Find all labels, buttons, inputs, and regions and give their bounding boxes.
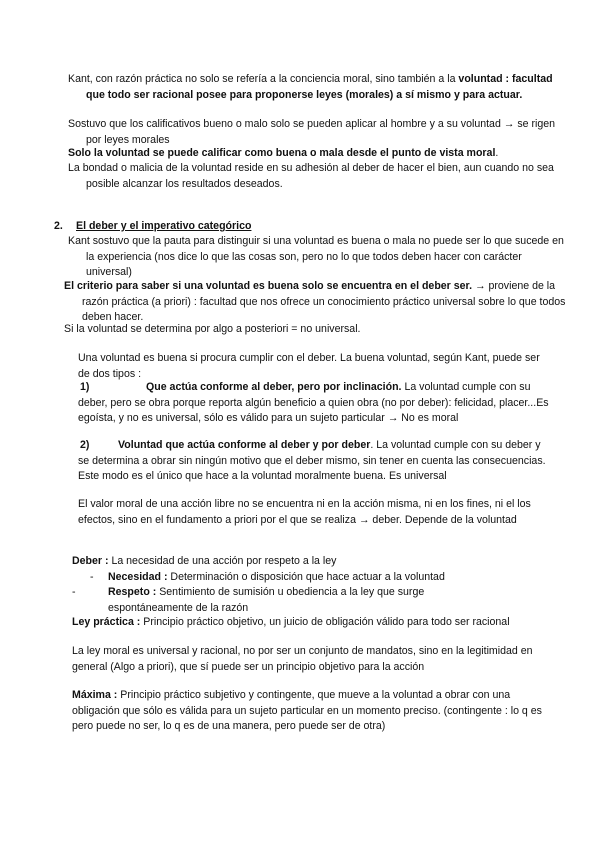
type-2-bold: Voluntad que actúa conforme al deber y por deber <box>118 439 371 451</box>
intro-paragraph-bondad <box>68 161 556 192</box>
section-title: El deber y el imperativo categórico <box>76 220 252 232</box>
type-1-text: La voluntad cumple con su deber, pero se obra porque reporta algún beneficio a quien obra (no por deber): felicidad, placer...Es egoísta, y no es universal, sólo es válido para un sujeto particular → No es moral <box>78 381 549 424</box>
buena-voluntad-text: Una voluntad es buena si procura cumplir con el deber. La buena voluntad, según Kant, puede ser de dos tipos : <box>78 352 540 380</box>
necesidad-text: Determinación o disposición que hace actuar a la voluntad <box>167 571 445 583</box>
ley-practica-term: Ley práctica : <box>72 616 141 628</box>
type-1-number: 1) <box>80 381 90 393</box>
type-2-paragraph <box>78 438 550 485</box>
solo-voluntad-bold: Solo la voluntad se puede calificar como buena o mala desde el punto de vista moral <box>68 147 496 159</box>
definition-respeto <box>72 585 508 616</box>
definition-ley-practica <box>72 615 512 631</box>
section-paragraph-buena-voluntad <box>78 351 548 382</box>
intro-paragraph-kant <box>68 72 566 103</box>
respeto-term: Respeto : <box>108 586 157 598</box>
posteriori-text: Si la voluntad se determina por algo a posteriori = no universal. <box>64 323 361 335</box>
intro-bold-voluntad: voluntad : facultad que todo ser racional posee para proponerse leyes (morales) a sí mismo y para actuar. <box>86 73 553 101</box>
paragraph-ley-moral <box>72 644 542 675</box>
calificativos-text: Sostuvo que los calificativos bueno o malo solo se pueden aplicar al hombre y a su voluntad → se rigen por leyes morales <box>68 118 556 146</box>
definition-maxima <box>72 688 542 735</box>
section-paragraph-posteriori <box>64 322 544 338</box>
bullet-necesidad: - <box>90 571 94 583</box>
section-paragraph-valor-moral <box>78 497 550 528</box>
intro-text: Kant, con razón práctica no solo se refería a la conciencia moral, sino también a la <box>68 73 459 85</box>
ley-practica-text: Principio práctico objetivo, un juicio de obligación válido para todo ser racional <box>140 616 510 628</box>
section-paragraph-pauta <box>68 234 566 281</box>
respeto-text: Sentimiento de sumisión u obediencia a la ley que surge espontáneamente de la razón <box>108 586 425 614</box>
valor-moral-text: El valor moral de una acción libre no se encuentra ni en la acción misma, ni en los fines, ni el los efectos, sino en el fundamento a priori por el que se realiza → deber. Depende de la voluntad <box>78 498 531 526</box>
intro-paragraph-calificativos <box>68 117 566 148</box>
bondad-text: La bondad o malicia de la voluntad reside en su adhesión al deber de hacer el bien, aun cuando no sea posible alcanzar los resultados deseados. <box>68 162 554 190</box>
criterio-text: → proviene de la razón práctica (a priori) : facultad que nos ofrece un conocimiento práctico universal sobre lo que todos deben hacer. <box>82 280 566 323</box>
bullet-respeto: - <box>72 586 76 598</box>
definition-necesidad <box>90 570 550 586</box>
type-1-bold: Que actúa conforme al deber, pero por inclinación. <box>146 381 402 393</box>
maxima-term: Máxima : <box>72 689 118 701</box>
intro-paragraph-solo-voluntad <box>68 146 558 162</box>
type-1-paragraph <box>78 380 550 427</box>
section-paragraph-criterio <box>64 279 566 326</box>
section-heading <box>54 219 454 235</box>
type-2-text: . La voluntad cumple con su deber y se determina a obrar sin ningún motivo que el deber mismo, sin tener en cuenta las consecuencias. Este modo es el único que hace a la voluntad moralmente buena. Es universal <box>78 439 546 482</box>
deber-text: La necesidad de una acción por respeto a la ley <box>108 555 337 567</box>
maxima-text: Principio práctico subjetivo y contingente, que mueve a la voluntad a obrar con una obligación que sólo es válida para un sujeto particular en un momento preciso. (contingente : lo q es pero puede no ser, lo q es de una manera, pero puede ser de otra) <box>72 689 542 732</box>
deber-term: Deber : <box>72 555 109 567</box>
ley-moral-text: La ley moral es universal y racional, no por ser un conjunto de mandatos, sino en la legitimidad en general (Algo a priori), que sí puede ser un principio objetivo para la acción <box>72 645 533 673</box>
necesidad-term: Necesidad : <box>108 571 168 583</box>
solo-voluntad-end: . <box>495 147 499 159</box>
pauta-text: Kant sostuvo que la pauta para distinguir si una voluntad es buena o mala no puede ser lo que sucede en la experiencia (nos dice lo que las cosas son, pero no lo que todos deben hacer con carácter universal) <box>68 235 564 278</box>
criterio-bold: El criterio para saber si una voluntad es buena solo se encuentra en el deber ser. <box>64 280 473 292</box>
section-number: 2. <box>54 220 63 232</box>
type-2-number: 2) <box>80 439 90 451</box>
definition-deber <box>72 554 542 570</box>
